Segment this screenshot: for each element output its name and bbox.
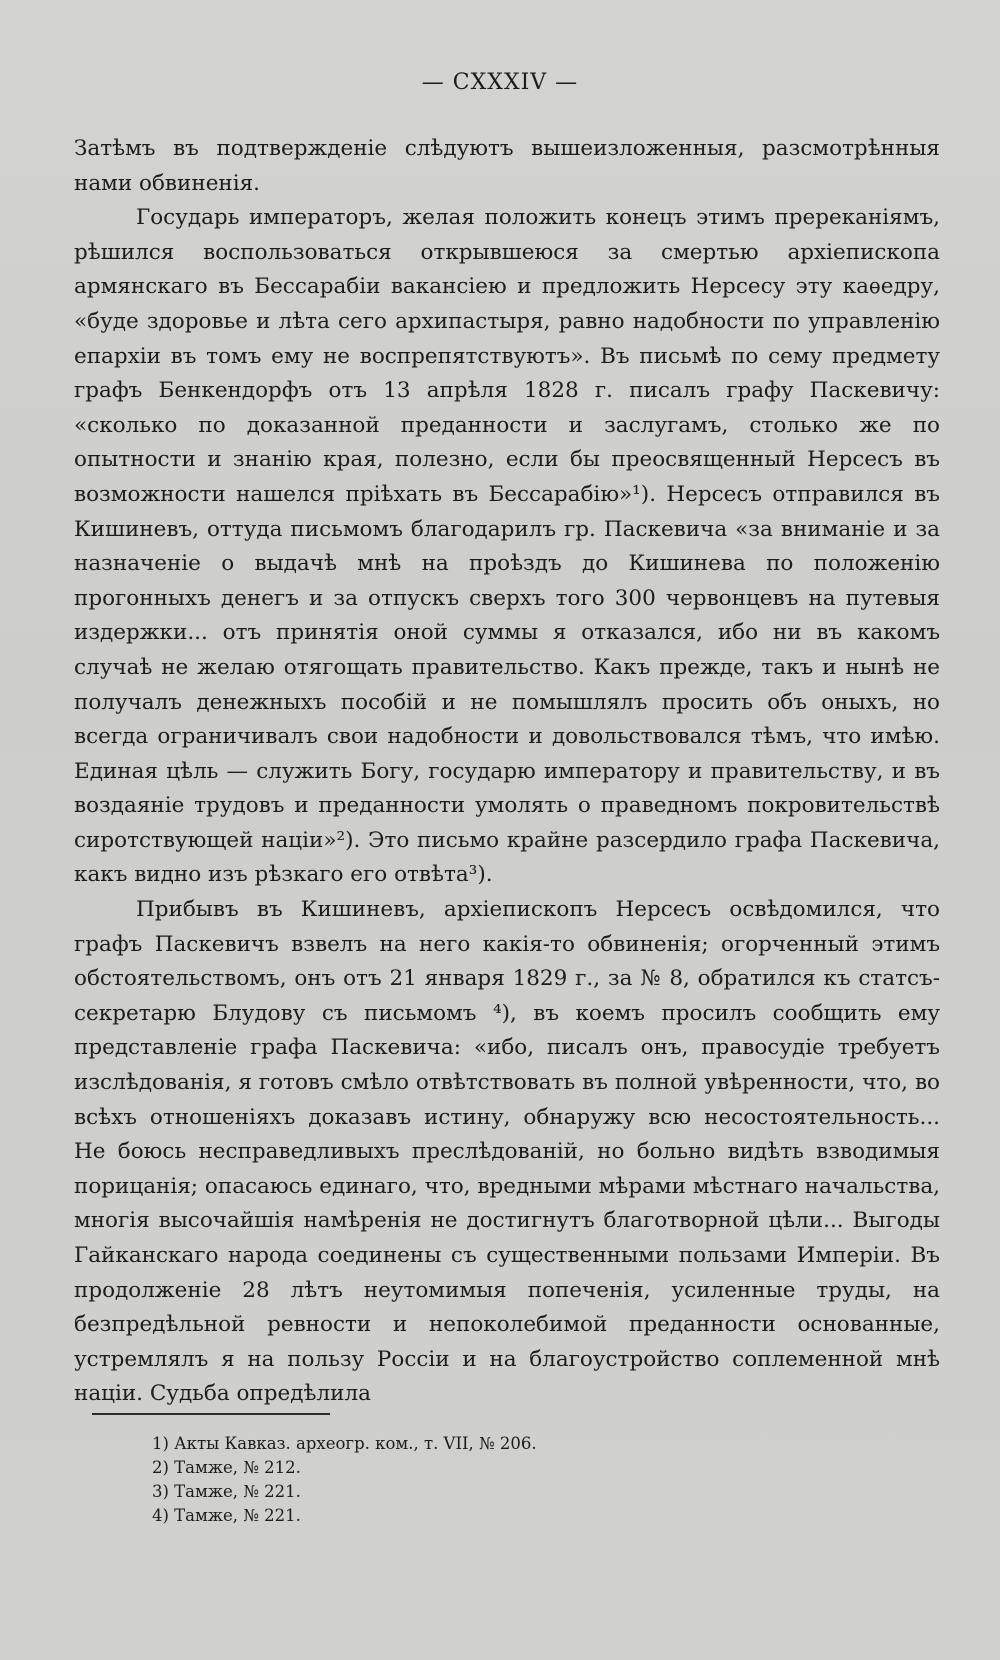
- footnote-1: 1) Акты Кавказ. археогр. ком., т. VII, № 206.: [152, 1434, 537, 1453]
- footnote-2: 2) Тамже, № 212.: [152, 1458, 301, 1477]
- footnote-3: 3) Тамже, № 221.: [152, 1482, 301, 1501]
- footnotes: [152, 1432, 912, 1528]
- footnote-divider: [92, 1413, 330, 1415]
- paragraph-1: Затѣмъ въ подтвержденіе слѣдуютъ вышеизложенныя, разсмотрѣнныя нами обвиненія.: [74, 136, 940, 196]
- main-text: [74, 132, 940, 1412]
- page-number-header: — CXXXIV —: [421, 70, 579, 95]
- paragraph-3: Прибывъ въ Кишиневъ, архіепископъ Нерсесъ освѣдомился, что графъ Паскевичъ взвелъ на него какія-то обвиненія; огорченный этимъ обстоятельствомъ, онъ отъ 21 января 1829 г., за № 8, обратился къ статсъ-секретарю Блудову съ письмомъ ⁴), въ коемъ просилъ сообщить ему представленіе графа Паскевича: «ибо, писалъ онъ, правосудіе требуетъ изслѣдованія, я готовъ смѣло отвѣтствовать въ полной увѣренности, что, во всѣхъ отношеніяхъ доказавъ истину, обнаружу всю несостоятельность... Не боюсь несправедливыхъ преслѣдованій, но больно видѣть взводимыя порицанія; опасаюсь единаго, что, вредными мѣрами мѣстнаго начальства, многія высочайшія намѣренія не достигнутъ благотворной цѣли... Выгоды Гайканскаго народа соединены съ существенными пользами Имперіи. Въ продолженіе 28 лѣтъ неутомимыя попеченія, усиленные труды, на безпредѣльной ревности и непоколебимой преданности основанные, устремлялъ я на пользу Россіи и на благоустройство соплеменной мнѣ націи. Судьба опредѣлила: [74, 897, 940, 1407]
- paragraph-2: Государь императоръ, желая положить конецъ этимъ пререканіямъ, рѣшился воспользоваться открывшеюся за смертью архіепископа армянскаго въ Бессарабіи вакансіею и предложить Нерсесу эту каѳедру, «буде здоровье и лѣта сего архипастыря, равно надобности по управленію епархіи въ томъ ему не воспрепятствуютъ». Въ письмѣ по сему предмету графъ Бенкендорфъ отъ 13 апрѣля 1828 г. писалъ графу Паскевичу: «сколько по доказанной преданности и заслугамъ, столько же по опытности и знанію края, полезно, если бы преосвященный Нерсесъ въ возможности нашелся пріѣхать въ Бессарабію»¹). Нерсесъ отправился въ Кишиневъ, оттуда письмомъ благодарилъ гр. Паскевича «за вниманіе и за назначеніе о выдачѣ мнѣ на проѣздъ до Кишинева по положенію прогонныхъ денегъ и за отпускъ сверхъ того 300 червонцевъ на путевыя издержки... отъ принятія оной суммы я отказался, ибо ни въ какомъ случаѣ не желаю отягощать правительство. Какъ прежде, такъ и нынѣ не получалъ денежныхъ пособій и не помышлялъ просить объ оныхъ, но всегда ограничивалъ свои надобности и довольствовался тѣмъ, что имѣю. Единая цѣль — служить Богу, государю императору и правительству, и въ воздаяніе трудовъ и преданности умолять о праведномъ покровительствѣ сиротствующей націи»²). Это письмо крайне разсердило графа Паскевича, какъ видно изъ рѣзкаго его отвѣта³).: [74, 205, 940, 888]
- footnote-4: 4) Тамже, № 221.: [152, 1506, 301, 1525]
